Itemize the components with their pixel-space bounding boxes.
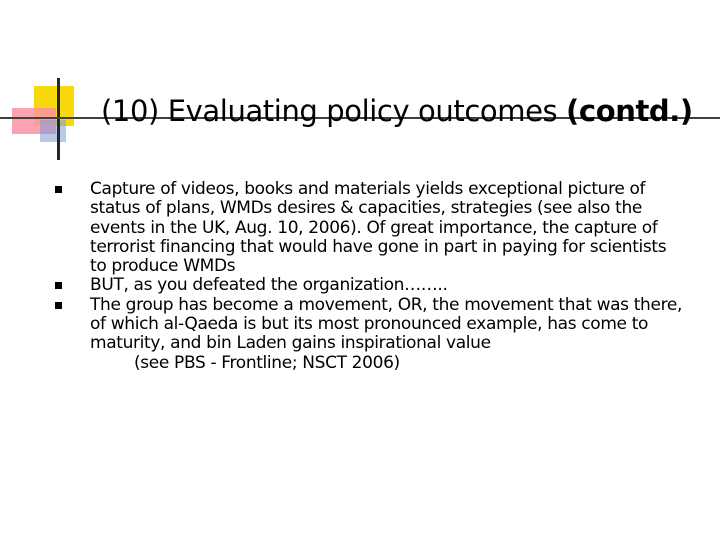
- slide-title: [101, 92, 693, 130]
- bullet-text: [90, 276, 702, 295]
- bullet-text-line: maturity, and bin Laden gains inspirational value: [90, 333, 491, 354]
- bullet-text: [90, 296, 702, 373]
- bullet-text-line: Capture of videos, books and materials yields exceptional picture of: [90, 179, 646, 199]
- bullet-text-line: to produce WMDs: [90, 256, 236, 277]
- bullet-square-icon: [55, 186, 62, 193]
- bullet-square-icon: [55, 302, 62, 309]
- bullet-list: [52, 180, 702, 373]
- bullet-text-line: terrorist financing that would have gone in part in paying for scientists: [90, 236, 667, 257]
- bullet-item: [52, 296, 702, 373]
- bullet-item: [52, 180, 702, 276]
- bullet-text-line: BUT, as you defeated the organization……..: [90, 275, 448, 296]
- decorative-vertical-line: [57, 78, 60, 160]
- bullet-item: [52, 276, 702, 295]
- slide-title-main: (10) Evaluating policy outcomes: [101, 94, 567, 128]
- bullet-text-line: The group has become a movement, OR, the movement that was there,: [90, 294, 683, 315]
- slide-title-suffix: (contd.): [566, 94, 693, 128]
- citation-line: (see PBS - Frontline; NSCT 2006): [134, 352, 400, 373]
- bullet-text: [90, 180, 702, 276]
- bullet-text-line: of which al-Qaeda is but its most pronounced example, has come to: [90, 314, 649, 335]
- bullet-text-line: status of plans, WMDs desires & capacities, strategies (see also the: [90, 198, 643, 219]
- decorative-blue-rectangle: [40, 120, 66, 142]
- bullet-square-icon: [55, 282, 62, 289]
- bullet-text-line: events in the UK, Aug. 10, 2006). Of great importance, the capture of: [90, 217, 658, 238]
